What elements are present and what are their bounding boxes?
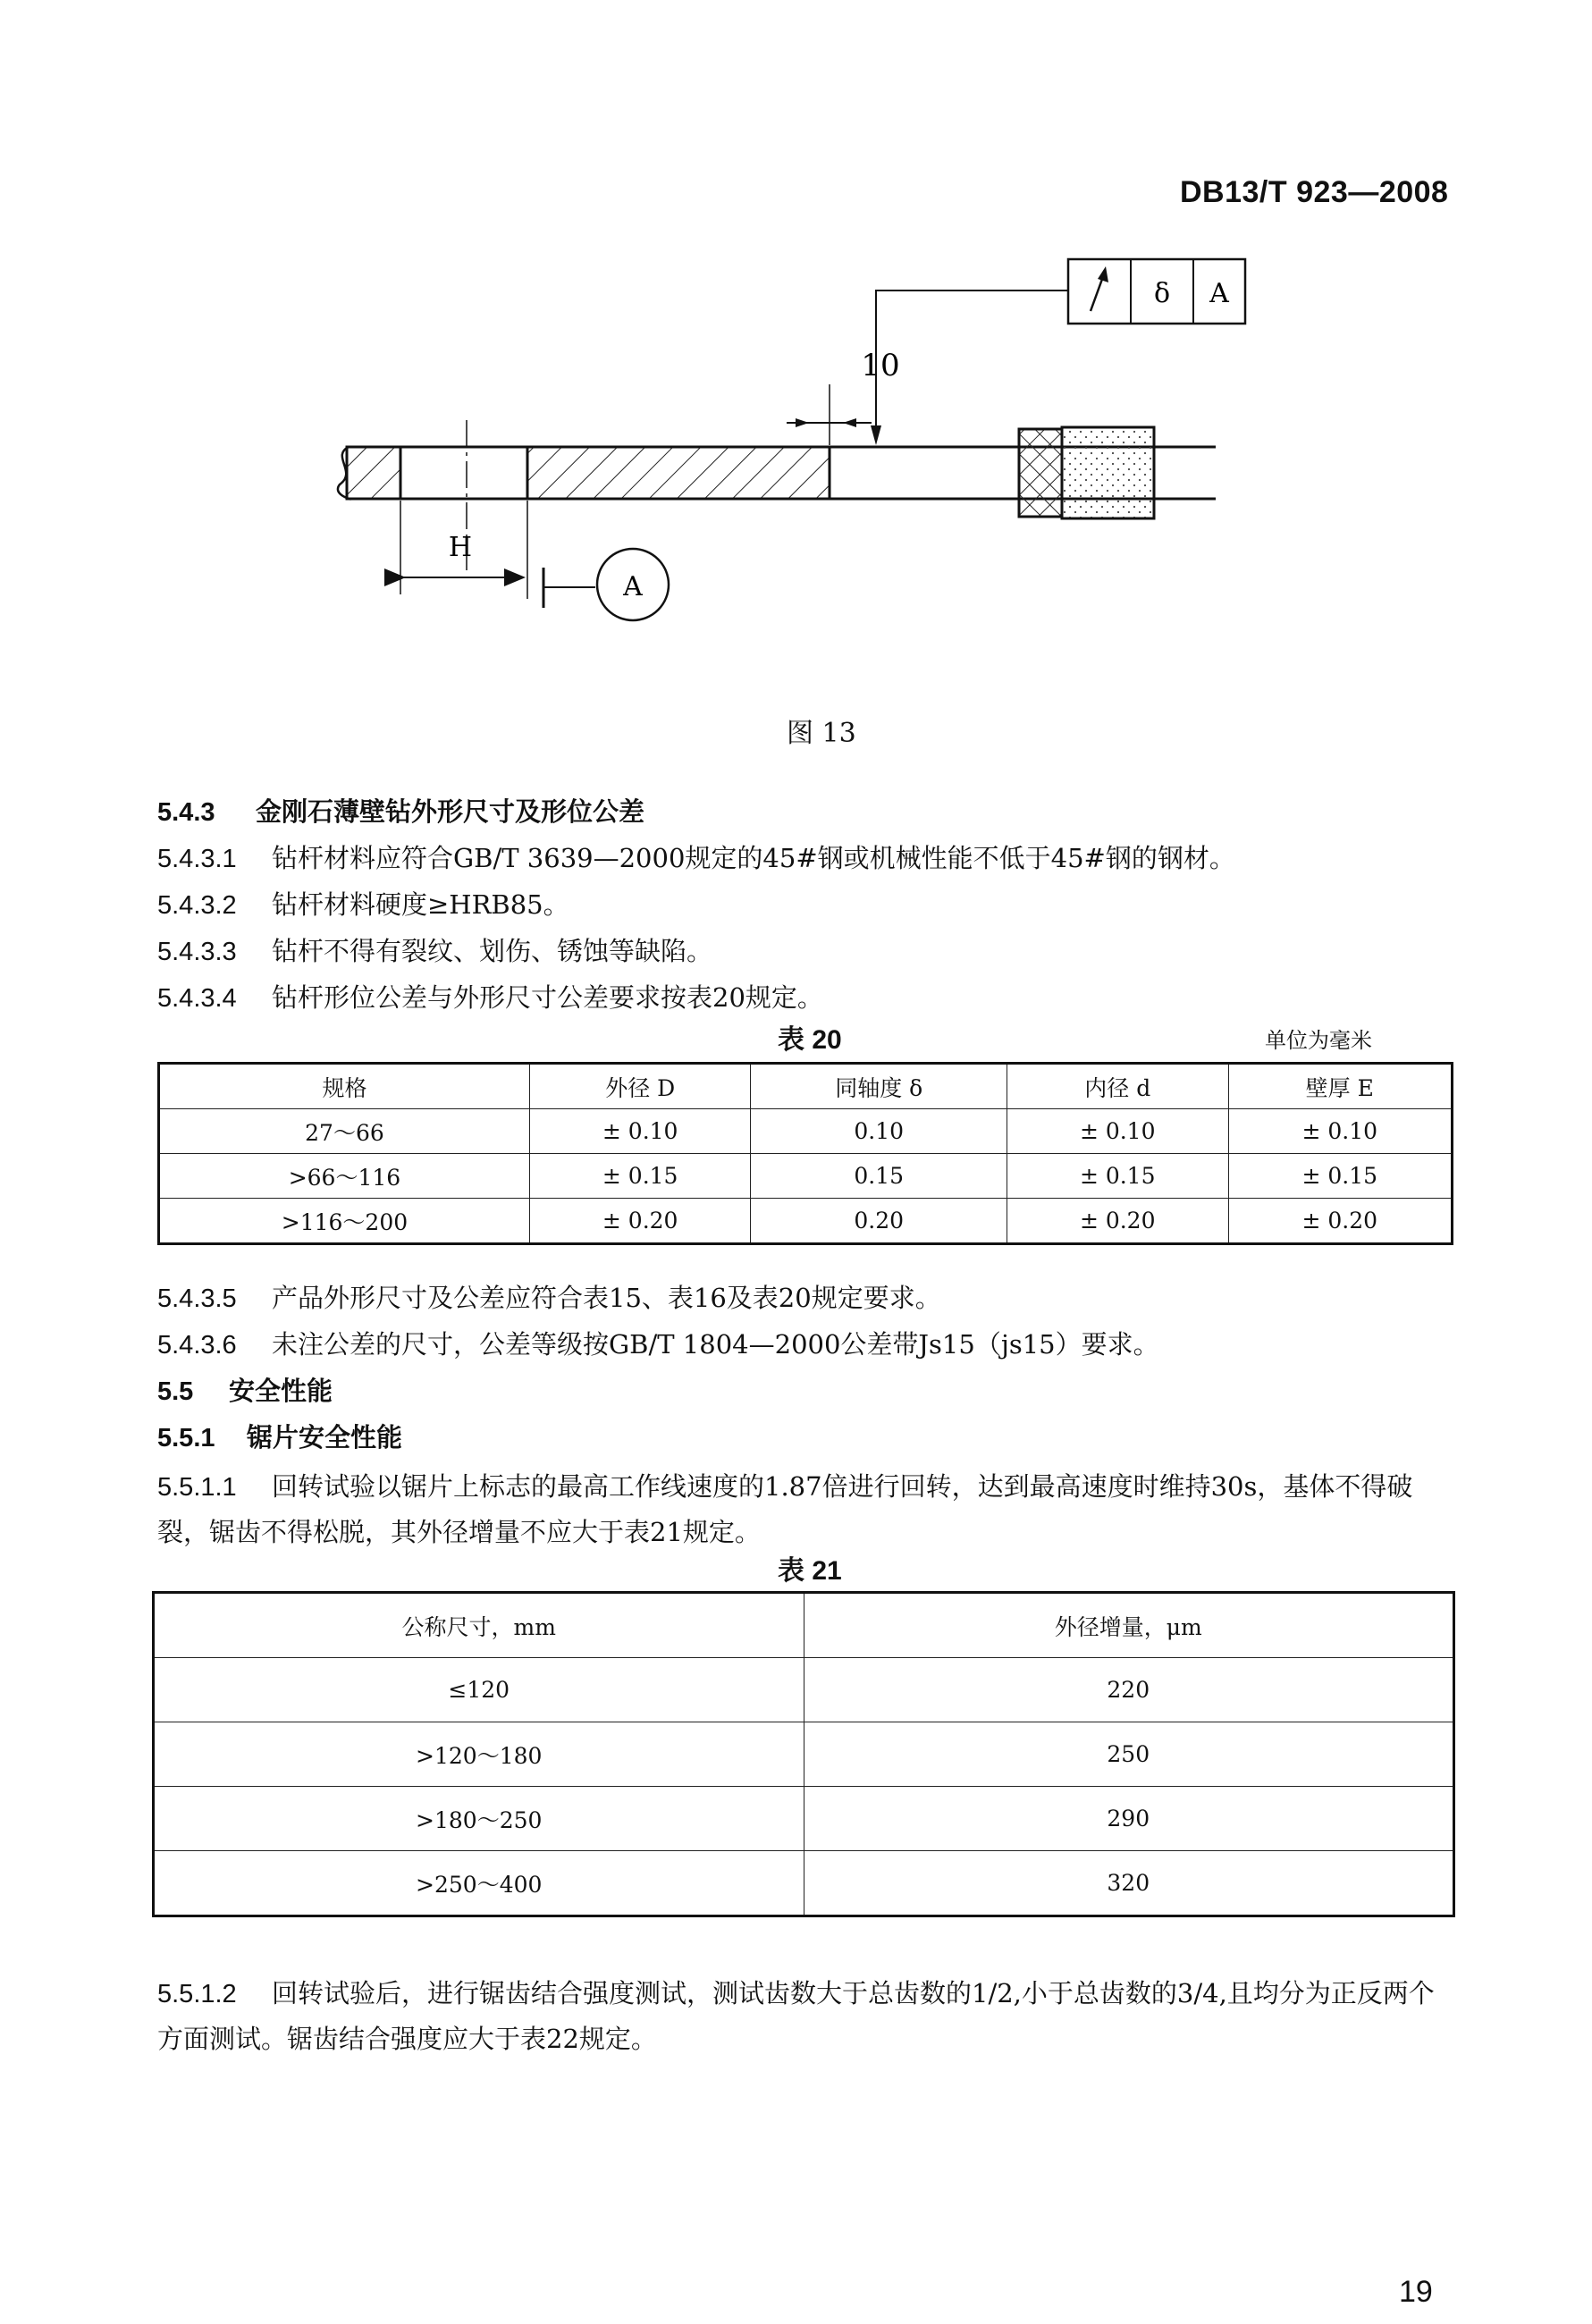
table-cell: ± 0.15 [529,1154,751,1199]
table-cell: ± 0.15 [1228,1154,1452,1199]
table-row [159,1109,1453,1154]
table-20-unit: 单位为毫米 [1265,1028,1372,1053]
table-row [154,1787,1454,1851]
table-header-row [159,1064,1453,1109]
table-cell: >180～250 [154,1787,804,1851]
table-cell: >250～400 [154,1851,804,1916]
table-cell: >66～116 [159,1154,530,1199]
header-cell: 同轴度 δ [751,1064,1007,1109]
clause-text: 钻杆材料硬度≥HRB85。 [272,889,569,920]
clause-number: 5.4.3.4 [157,984,237,1013]
table-cell: ± 0.10 [1007,1109,1228,1154]
table-cell: ≤120 [154,1658,804,1722]
header-cell: 公称尺寸，mm [154,1593,804,1658]
clause-5-4-3-4 [157,980,823,1016]
header-cell: 外径增量，μm [804,1593,1454,1658]
table-20-title: 表 20 [778,1025,842,1055]
clause-number: 5.5.1.2 [157,1980,237,2008]
section-5-5 [157,1373,333,1410]
table-row [159,1154,1453,1199]
clause-text: 钻杆不得有裂纹、划伤、锈蚀等缺陷。 [272,936,713,966]
clause-text: 产品外形尺寸及公差应符合表15、表16及表20规定要求。 [272,1283,941,1313]
clause-5-4-3-1 [157,840,1235,877]
dotted-segment-block [1062,427,1154,518]
table-cell: ± 0.10 [529,1109,751,1154]
table-20 [157,1062,1453,1245]
bore-gap [400,447,527,499]
clause-number: 5.4.3.3 [157,938,237,966]
table-cell: >120～180 [154,1722,804,1787]
clause-number: 5.4.3.5 [157,1284,237,1313]
table-header-row [154,1593,1454,1658]
clause-number: 5.4.3.2 [157,891,237,920]
figure-13-drawing [322,241,1269,670]
clause-5-4-3-5 [157,1280,941,1317]
clause-5-5-1-1 [157,1464,1453,1554]
section-number: 5.5 [157,1377,194,1406]
table-cell: 0.15 [751,1154,1007,1199]
table-21 [152,1591,1455,1917]
table-21-title: 表 21 [778,1556,842,1586]
section-title: 金刚石薄壁钻外形尺寸及形位公差 [256,796,645,827]
clause-text: 钻杆形位公差与外形尺寸公差要求按表20规定。 [272,982,823,1013]
table-row [154,1722,1454,1787]
right-wall-section [527,447,830,499]
table-cell: ± 0.10 [1228,1109,1452,1154]
section-number: 5.4.3 [157,798,215,827]
table-row [159,1199,1453,1244]
figure-caption: 图 13 [787,718,856,749]
clause-text: 钻杆材料应符合GB/T 3639—2000规定的45#钢或机械性能不低于45#钢的钢材。 [272,843,1235,873]
section-number: 5.5.1 [157,1424,215,1452]
table-cell: 0.10 [751,1109,1007,1154]
table-cell: ± 0.15 [1007,1154,1228,1199]
table-cell: 290 [804,1787,1454,1851]
table-row [154,1851,1454,1916]
clause-number: 5.4.3.6 [157,1331,237,1360]
table-cell: ± 0.20 [1228,1199,1452,1244]
clause-text: 回转试验以锯片上标志的最高工作线速度的1.87倍进行回转，达到最高速度时维持30s，基体不得破裂，锯齿不得松脱，其外径增量不应大于表21规定。 [157,1471,1413,1547]
section-title: 安全性能 [229,1376,333,1406]
cross-hatched-block [1019,429,1062,517]
standard-code: DB13/T 923—2008 [1180,175,1449,209]
table-cell: 27～66 [159,1109,530,1154]
clause-text: 未注公差的尺寸，公差等级按GB/T 1804—2000公差带Js15（js15）要求。 [272,1329,1159,1360]
header-cell: 壁厚 E [1228,1064,1452,1109]
section-title: 锯片安全性能 [247,1422,403,1452]
dimension-10-label: 10 [861,348,900,383]
clause-number: 5.5.1.1 [157,1473,237,1502]
clause-text: 回转试验后，进行锯齿结合强度测试，测试齿数大于总齿数的1/2,小于总齿数的3/4,且均分为正反两个方面测试。锯齿结合强度应大于表22规定。 [157,1978,1435,2054]
left-wall-section [347,447,400,499]
table-row [154,1658,1454,1722]
clause-5-4-3-3 [157,933,712,970]
clause-5-5-1-2 [157,1971,1453,2061]
page-number: 19 [1399,2275,1433,2309]
table-cell: 220 [804,1658,1454,1722]
header-cell: 外径 D [529,1064,751,1109]
frame-datum: A [1209,278,1229,309]
section-5-5-1 [157,1419,402,1456]
table-cell: >116～200 [159,1199,530,1244]
table-cell: ± 0.20 [529,1199,751,1244]
header-cell: 内径 d [1007,1064,1228,1109]
table-cell: ± 0.20 [1007,1199,1228,1244]
clause-5-4-3-2 [157,887,569,923]
clause-5-4-3-6 [157,1326,1159,1363]
table-cell: 0.20 [751,1199,1007,1244]
clause-number: 5.4.3.1 [157,845,237,873]
header-cell: 规格 [159,1064,530,1109]
table-cell: 250 [804,1722,1454,1787]
dimension-H-label: H [448,532,473,563]
table-cell: 320 [804,1851,1454,1916]
frame-delta: δ [1153,278,1171,309]
datum-A-label: A [623,571,643,602]
section-5-4-3 [157,794,644,830]
